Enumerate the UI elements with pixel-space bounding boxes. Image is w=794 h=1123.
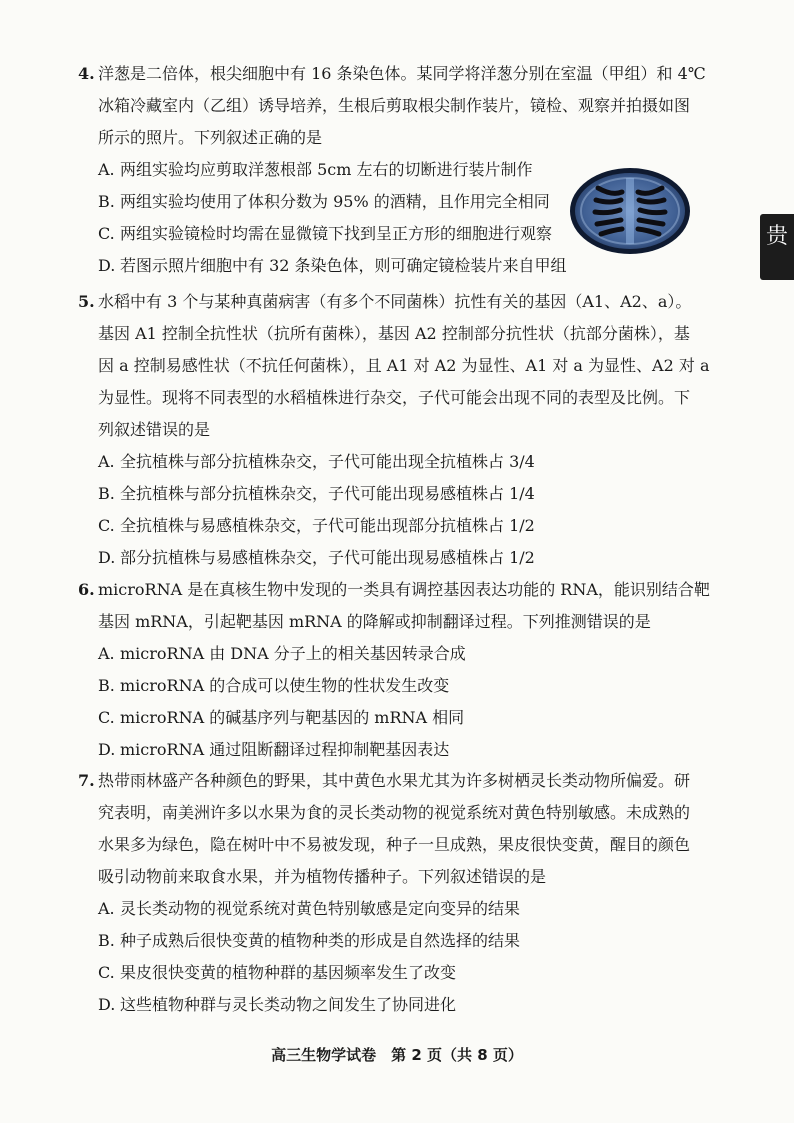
stem-line: 因 a 控制易感性状（不抗任何菌株），且 A1 对 A2 为显性、A1 对 a 为显性、A2 对 a xyxy=(98,356,710,375)
stem-line: 洋葱是二倍体，根尖细胞中有 16 条染色体。某同学将洋葱分别在室温（甲组）和 4℃ xyxy=(98,64,706,83)
option-letter: A. xyxy=(98,899,115,918)
option-text: 种子成熟后很快变黄的植物种类的形成是自然选择的结果 xyxy=(120,931,521,950)
option-b xyxy=(78,670,718,702)
option-d xyxy=(78,542,718,574)
question-stem xyxy=(78,765,718,893)
option-c xyxy=(78,510,718,542)
option-letter: B. xyxy=(98,931,115,950)
option-text: 若图示照片细胞中有 32 条染色体，则可确定镜检装片来自甲组 xyxy=(120,256,567,275)
option-list xyxy=(78,893,718,1021)
option-list xyxy=(78,446,718,574)
option-list xyxy=(78,638,718,766)
option-letter: D. xyxy=(98,548,116,567)
option-text: 两组实验均应剪取洋葱根部 5cm 左右的切断进行装片制作 xyxy=(120,160,533,179)
option-letter: B. xyxy=(98,192,115,211)
option-c xyxy=(78,702,718,734)
option-text: microRNA 的碱基序列与靶基因的 mRNA 相同 xyxy=(120,708,465,727)
page-footer: 高三生物学试卷 第 2 页（共 8 页） xyxy=(271,1046,523,1064)
option-b xyxy=(78,478,718,510)
option-text: 两组实验均使用了体积分数为 95% 的酒精，且作用完全相同 xyxy=(120,192,550,211)
stem-line: 基因 A1 控制全抗性状（抗所有菌株），基因 A2 控制部分抗性状（抗部分菌株），基 xyxy=(98,324,690,343)
option-text: microRNA 通过阻断翻译过程抑制靶基因表达 xyxy=(120,740,450,759)
option-c xyxy=(78,957,718,989)
option-letter: D. xyxy=(98,256,116,275)
option-a xyxy=(78,638,718,670)
option-letter: A. xyxy=(98,160,115,179)
question-stem xyxy=(78,574,718,638)
option-text: 全抗植株与易感植株杂交，子代可能出现部分抗植株占 1/2 xyxy=(120,516,535,535)
option-a xyxy=(78,893,718,925)
stem-line: 究表明，南美洲许多以水果为食的灵长类动物的视觉系统对黄色特别敏感。未成熟的 xyxy=(98,803,691,822)
option-a xyxy=(78,446,718,478)
option-letter: A. xyxy=(98,644,115,663)
question-5 xyxy=(78,286,718,574)
option-letter: C. xyxy=(98,963,115,982)
question-number: 7. xyxy=(78,771,95,790)
option-text: 果皮很快变黄的植物种群的基因频率发生了改变 xyxy=(120,963,457,982)
stem-line: 基因 mRNA，引起靶基因 mRNA 的降解或抑制翻译过程。下列推测错误的是 xyxy=(98,612,651,631)
option-text: 灵长类动物的视觉系统对黄色特别敏感是定向变异的结果 xyxy=(120,899,521,918)
option-letter: D. xyxy=(98,995,116,1014)
option-b xyxy=(78,925,718,957)
stem-line: 列叙述错误的是 xyxy=(98,420,211,439)
option-letter: C. xyxy=(98,516,115,535)
option-text: microRNA 由 DNA 分子上的相关基因转录合成 xyxy=(120,644,466,663)
question-number: 6. xyxy=(78,580,95,599)
question-6 xyxy=(78,574,718,766)
stem-line: 热带雨林盛产各种颜色的野果，其中黄色水果尤其为许多树栖灵长类动物所偏爱。研 xyxy=(98,771,691,790)
option-letter: C. xyxy=(98,708,115,727)
stem-line: 水稻中有 3 个与某种真菌病害（有多个不同菌株）抗性有关的基因（A1、A2、a）。 xyxy=(98,292,692,311)
question-stem xyxy=(78,286,718,446)
question-number: 4. xyxy=(78,64,95,83)
option-text: 部分抗植株与易感植株杂交，子代可能出现易感植株占 1/2 xyxy=(120,548,535,567)
option-text: 全抗植株与部分抗植株杂交，子代可能出现全抗植株占 3/4 xyxy=(120,452,535,471)
option-letter: A. xyxy=(98,452,115,471)
option-text: microRNA 的合成可以使生物的性状发生改变 xyxy=(120,676,450,695)
stem-line: microRNA 是在真核生物中发现的一类具有调控基因表达功能的 RNA，能识别结合靶 xyxy=(98,580,710,599)
stem-line: 为显性。现将不同表型的水稻植株进行杂交，子代可能会出现不同的表型及比例。下 xyxy=(98,388,691,407)
side-tab-label: 贵 xyxy=(760,214,794,280)
question-number: 5. xyxy=(78,292,95,311)
option-letter: B. xyxy=(98,484,115,503)
stem-line: 水果多为绿色，隐在树叶中不易被发现，种子一旦成熟，果皮很快变黄，醒目的颜色 xyxy=(98,835,691,854)
option-text: 这些植物种群与灵长类动物之间发生了协同进化 xyxy=(120,995,457,1014)
stem-line: 吸引动物前来取食水果，并为植物传播种子。下列叙述错误的是 xyxy=(98,867,547,886)
option-letter: B. xyxy=(98,676,115,695)
cell-micrograph-image xyxy=(568,166,692,256)
option-d xyxy=(78,734,718,766)
stem-line: 冰箱冷藏室内（乙组）诱导培养，生根后剪取根尖制作装片，镜检、观察并拍摄如图 xyxy=(98,96,691,115)
question-stem xyxy=(78,58,718,154)
option-text: 两组实验镜检时均需在显微镜下找到呈正方形的细胞进行观察 xyxy=(120,224,553,243)
stem-line: 所示的照片。下列叙述正确的是 xyxy=(98,128,323,147)
option-letter: D. xyxy=(98,740,116,759)
option-text: 全抗植株与部分抗植株杂交，子代可能出现易感植株占 1/4 xyxy=(120,484,535,503)
option-d xyxy=(78,989,718,1021)
question-7 xyxy=(78,765,718,1021)
option-letter: C. xyxy=(98,224,115,243)
